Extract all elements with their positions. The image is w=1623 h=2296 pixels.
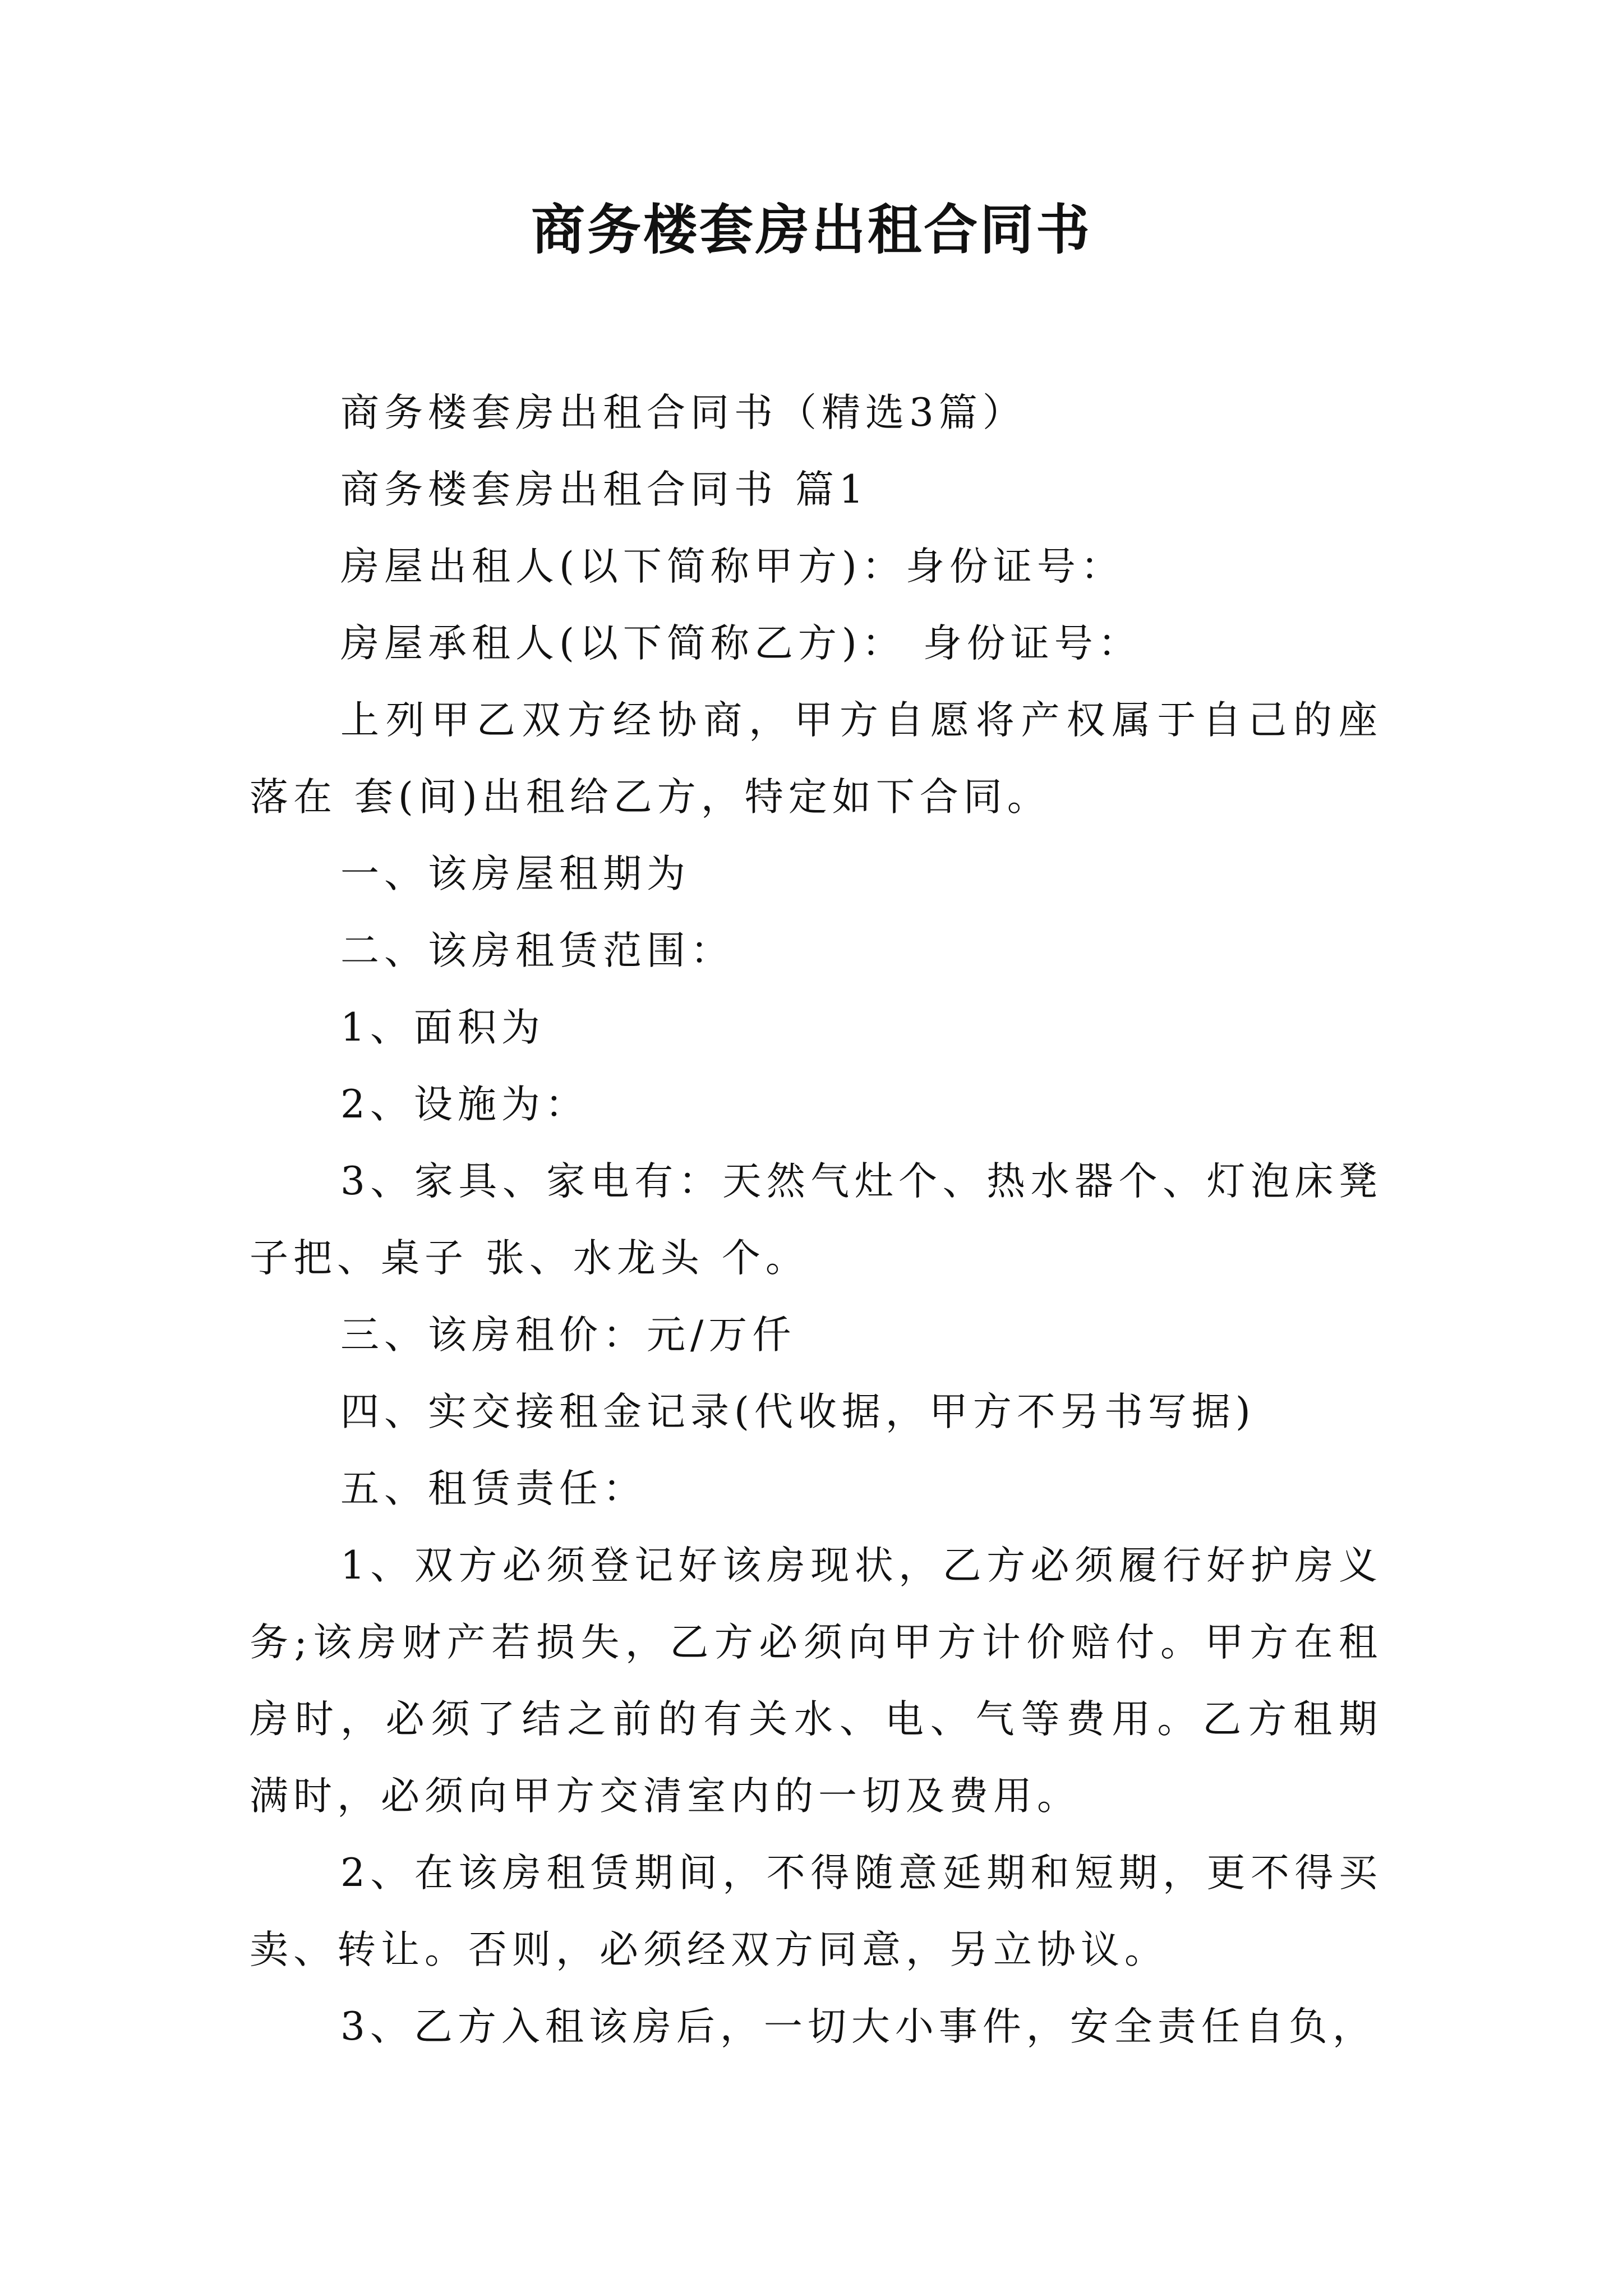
paragraph-clause-1: 一、该房屋租期为 bbox=[340, 852, 690, 896]
paragraph-clause-2: 二、该房租赁范围： bbox=[340, 928, 734, 973]
paragraph-clause-5: 五、租赁责任： bbox=[340, 1466, 647, 1511]
paragraph-collection-title: 商务楼套房出租合同书（精选3篇） bbox=[340, 390, 1026, 435]
paragraph-lessee: 房屋承租人(以下简称乙方)： 身份证号： bbox=[340, 621, 1142, 666]
paragraph-lessor: 房屋出租人(以下简称甲方)：身份证号： bbox=[340, 544, 1124, 589]
paragraph-preamble: 上列甲乙双方经协商，甲方自愿将产权属于自己的座落在 套(间)出租给乙方，特定如下合同。 bbox=[250, 698, 1382, 820]
document-body bbox=[250, 375, 1382, 2065]
paragraph-item-area: 1、面积为 bbox=[340, 1005, 545, 1050]
paragraph-clause-3: 三、该房租价：元/万仟 bbox=[340, 1313, 796, 1358]
paragraph-item-facilities: 2、设施为： bbox=[340, 1082, 589, 1127]
paragraph-responsibility-2: 2、在该房租赁期间，不得随意延期和短期，更不得买卖、转让。否则，必须经双方同意，另立协议。 bbox=[250, 1851, 1382, 1972]
paragraph-section-heading: 商务楼套房出租合同书 篇1 bbox=[340, 467, 869, 512]
paragraph-clause-4: 四、实交接租金记录(代收据，甲方不另书写据) bbox=[340, 1389, 1256, 1434]
paragraph-responsibility-1: 1、双方必须登记好该房现状，乙方必须履行好护房义务;该房财产若损失，乙方必须向甲方计价赔付。甲方在租房时，必须了结之前的有关水、电、气等费用。乙方租期满时，必须向甲方交清室内的一切及费用。 bbox=[250, 1543, 1382, 1819]
paragraph-responsibility-3: 3、乙方入租该房后，一切大小事件，安全责任自负， bbox=[340, 2004, 1376, 2049]
paragraph-item-furniture: 3、家具、家电有：天然气灶个、热水器个、灯泡床凳子把、桌子 张、水龙头 个。 bbox=[250, 1159, 1382, 1281]
document-title: 商务楼套房出租合同书 bbox=[531, 198, 1092, 261]
